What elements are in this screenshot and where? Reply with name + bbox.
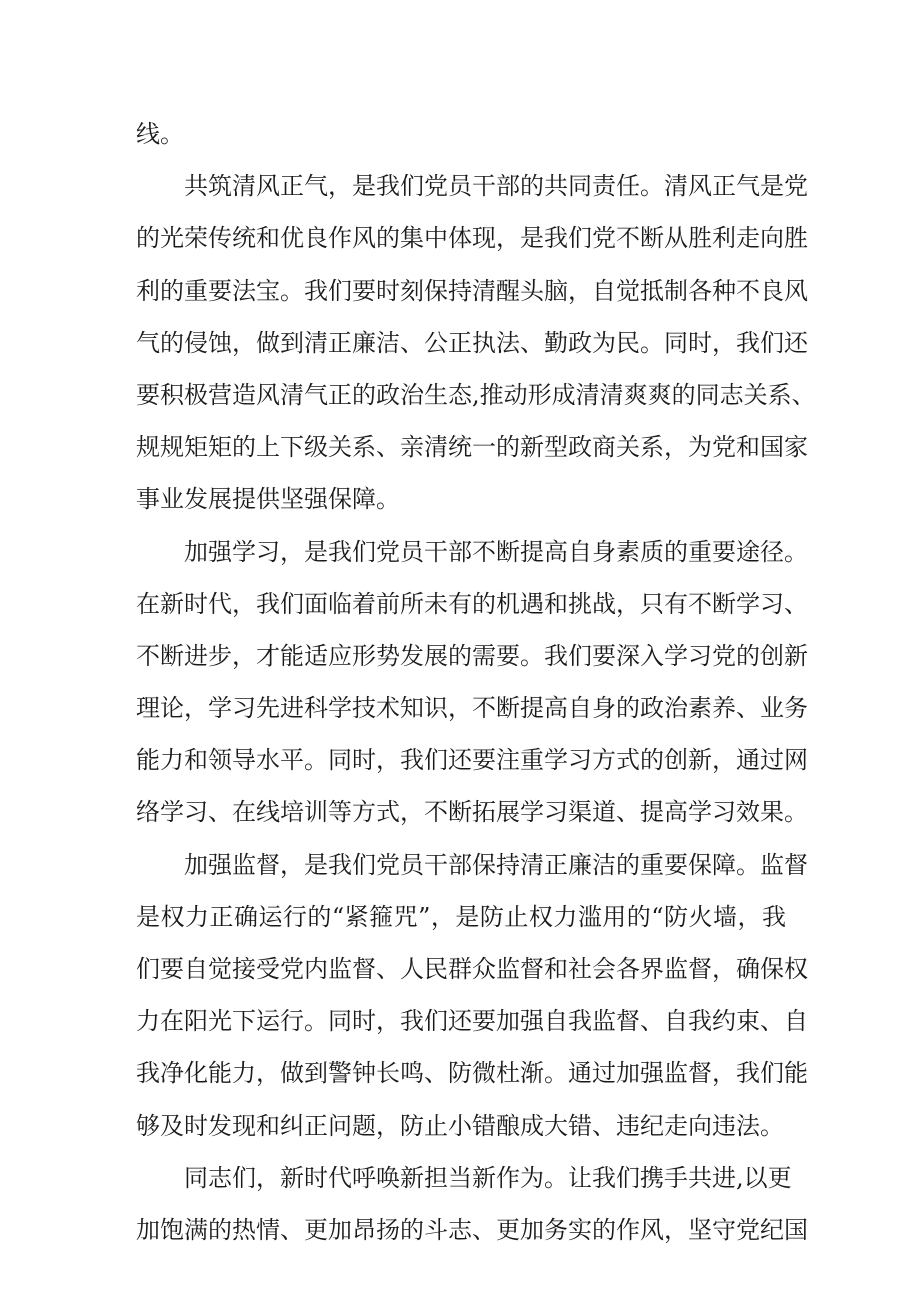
text-line: 在新时代，我们面临着前所未有的机遇和挑战，只有不断学习、: [136, 589, 808, 618]
text-line: 络学习、在线培训等方式，不断拓展学习渠道、提高学习效果。: [136, 798, 808, 827]
text-line: 加饱满的热情、更加昂扬的斗志、更加务实的作风，坚守党纪国: [136, 1215, 808, 1244]
text-line: 要积极营造风清气正的政治生态,推动形成清清爽爽的同志关系、: [136, 380, 816, 409]
text-line: 是权力正确运行的“紧箍咒”，是防止权力滥用的“防火墙，我: [136, 902, 786, 931]
text-line: 利的重要法宝。我们要时刻保持清醒头脑，自觉抵制各种不良风: [136, 276, 808, 305]
text-line: 不断进步，才能适应形势发展的需要。我们要深入学习党的创新: [136, 641, 808, 670]
text-line: 加强学习，是我们党员干部不断提高自身素质的重要途径。: [184, 537, 808, 566]
text-line: 同志们，新时代呼唤新担当新作为。让我们携手共进,以更: [184, 1163, 792, 1192]
text-line: 理论，学习先进科学技术知识，不断提高自身的政治素养、业务: [136, 694, 808, 723]
text-line: 们要自觉接受党内监督、人民群众监督和社会各界监督，确保权: [136, 955, 808, 983]
text-line: 我净化能力，做到警钟长鸣、防微杜渐。通过加强监督，我们能: [136, 1059, 808, 1088]
text-line: 事业发展提供坚强保障。: [136, 485, 400, 514]
text-line: 力在阳光下运行。同时，我们还要加强自我监督、自我约束、自: [136, 1007, 808, 1036]
text-line: 线。: [136, 120, 184, 148]
text-line: 加强监督，是我们党员干部保持清正廉洁的重要保障。监督: [184, 850, 808, 879]
text-line: 的光荣传统和优良作风的集中体现，是我们党不断从胜利走向胜: [136, 224, 808, 253]
text-line: 气的侵蚀，做到清正廉洁、公正执法、勤政为民。同时，我们还: [136, 328, 808, 357]
text-line: 规规矩矩的上下级关系、亲清统一的新型政商关系，为党和国家: [136, 433, 808, 462]
text-line: 共筑清风正气，是我们党员干部的共同责任。清风正气是党: [184, 172, 808, 201]
document-body: [136, 108, 816, 1256]
text-line: 能力和领导水平。同时，我们还要注重学习方式的创新，通过网: [136, 746, 808, 775]
text-line: 够及时发现和纠正问题，防止小错酿成大错、违纪走向违法。: [136, 1111, 784, 1140]
